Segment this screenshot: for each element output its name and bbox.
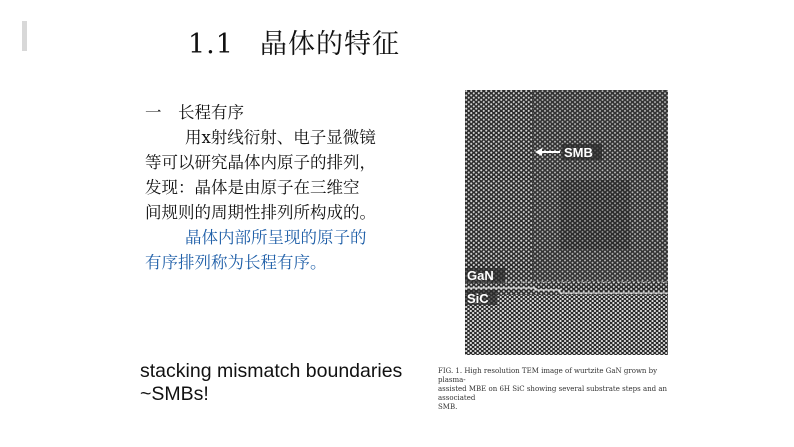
paragraph1-line3: 发现：晶体是由原子在三维空 — [145, 178, 360, 197]
smb-caption — [140, 360, 430, 406]
smb-label: SMB — [564, 145, 593, 160]
figure-caption-line3: SMB. — [438, 403, 458, 411]
smb-caption-line1: stacking mismatch boundaries — [140, 360, 403, 382]
tem-image — [465, 90, 668, 355]
paragraph1-line2: 等可以研究晶体内原子的排列， — [145, 153, 376, 172]
paragraph2-line1: 晶体内部所呈现的原子的 — [185, 228, 367, 247]
smb-caption-line2: ~SMBs! — [140, 383, 209, 405]
gan-label: GaN — [467, 268, 494, 283]
paragraph1-line1: 用x射线衍射、电子显微镜 — [185, 128, 376, 147]
figure-caption-line1: FIG. 1. High resolution TEM image of wurtzite GaN grown by plasma- — [438, 367, 658, 384]
slide-title — [188, 22, 400, 61]
title-text: 晶体的特征 — [259, 29, 400, 60]
section-heading: 一 长程有序 — [145, 103, 244, 122]
paragraph2-line2: 有序排列称为长程有序。 — [145, 253, 327, 272]
figure-caption — [438, 367, 670, 412]
decorative-bar — [22, 21, 27, 51]
section-number: 1.1 — [188, 29, 234, 60]
paragraph1-line4: 间规则的周期性排列所构成的。 — [145, 203, 376, 222]
figure-caption-line2: assisted MBE on 6H SiC showing several substrate steps and an associated — [438, 385, 668, 402]
body-text — [145, 100, 445, 275]
sic-label: SiC — [467, 291, 489, 306]
